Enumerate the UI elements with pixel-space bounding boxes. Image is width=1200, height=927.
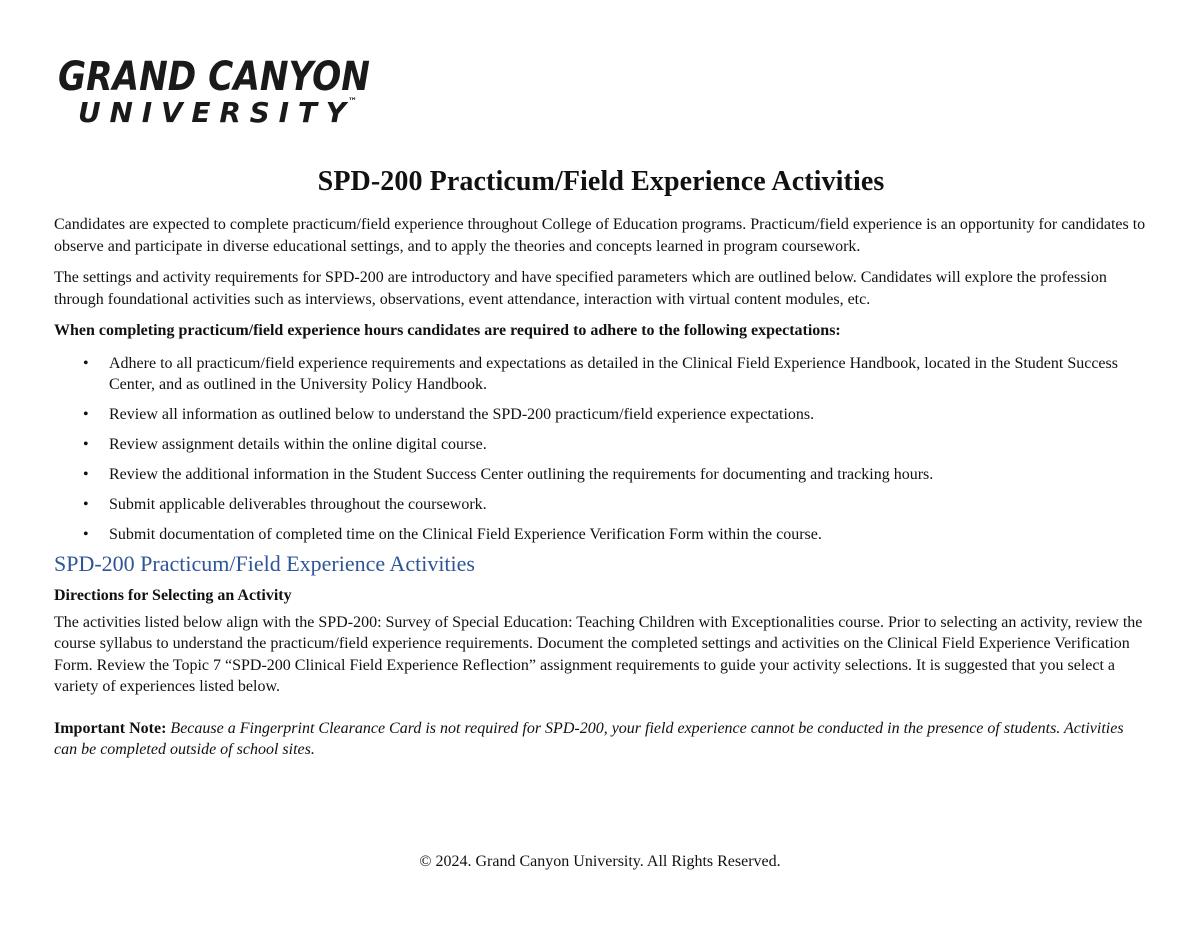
list-item-text: Adhere to all practicum/field experience requirements and expectations as detailed in the Clinical Field Experience Handbook, located in the Student Success Center, and as outlined in the University Policy Handbook. — [109, 355, 1118, 393]
bullet-icon: • — [83, 355, 89, 372]
university-logo — [58, 58, 378, 128]
list-item — [54, 405, 1148, 426]
list-item-text: Review assignment details within the online digital course. — [109, 435, 487, 453]
note-text: Because a Fingerprint Clearance Card is not required for SPD-200, your field experience cannot be conducted in the presence of students. Activities can be completed outside of school sites. — [54, 719, 1124, 758]
document-body — [54, 164, 1148, 761]
bullet-icon: • — [83, 435, 89, 453]
list-item-text: Review all information as outlined below to understand the SPD-200 practicum/field experience expectations. — [109, 405, 815, 423]
logo-line-2: UNIVERSITY — [78, 96, 346, 128]
list-item — [54, 525, 1148, 546]
important-note — [54, 718, 1148, 761]
note-label: Important Note: — [54, 719, 167, 737]
list-item-text: Submit applicable deliverables throughout the coursework. — [109, 495, 487, 513]
intro-paragraph-1: Candidates are expected to complete practicum/field experience throughout College of Education programs. Practicum/field experience is an opportunity for candidates to observe and participate in diverse educational settings, and to apply the theories and concepts learned in program coursework. — [54, 216, 1146, 255]
expectations-list — [54, 354, 1148, 545]
expectations-lead: When completing practicum/field experience hours candidates are required to adhere to the following expectations: — [54, 322, 841, 339]
intro-paragraph-2: The settings and activity requirements for SPD-200 are introductory and have specified parameters which are outlined below. Candidates will explore the profession through foundational activities such as interviews, observations, event attendance, interaction with virtual content modules, etc. — [54, 269, 1107, 308]
list-item-text: Review the additional information in the Student Success Center outlining the requirements for documenting and tracking hours. — [109, 465, 934, 483]
list-item — [54, 435, 1148, 456]
list-item-text: Submit documentation of completed time on the Clinical Field Experience Verification Form within the course. — [109, 525, 822, 543]
bullet-icon: • — [83, 465, 89, 483]
section-heading: SPD-200 Practicum/Field Experience Activities — [54, 550, 475, 576]
list-item — [54, 495, 1148, 516]
page-title: SPD-200 Practicum/Field Experience Activities — [317, 166, 885, 197]
list-item — [54, 465, 1148, 486]
bullet-icon: • — [83, 495, 89, 513]
directions-heading: Directions for Selecting an Activity — [54, 586, 292, 604]
logo-line-1: GRAND CANYON — [58, 58, 370, 100]
list-item — [54, 354, 1148, 395]
directions-paragraph: The activities listed below align with the SPD-200: Survey of Special Education: Teaching Children with Exceptionalities course. Prior to selecting an activity, review the course syllabus to understand the practicum/field experience requirements. Document the completed settings and activities on the Clinical Field Experience Verification Form. Review the Topic 7 “SPD-200 Clinical Field Experience Reflection” assignment requirements to guide your activity selections. It is suggested that you select a variety of experiences listed below. — [54, 613, 1143, 695]
logo-trademark: ™ — [348, 97, 357, 107]
bullet-icon: • — [83, 525, 89, 543]
bullet-icon: • — [83, 405, 89, 423]
copyright-footer: © 2024. Grand Canyon University. All Rights Reserved. — [419, 853, 781, 870]
